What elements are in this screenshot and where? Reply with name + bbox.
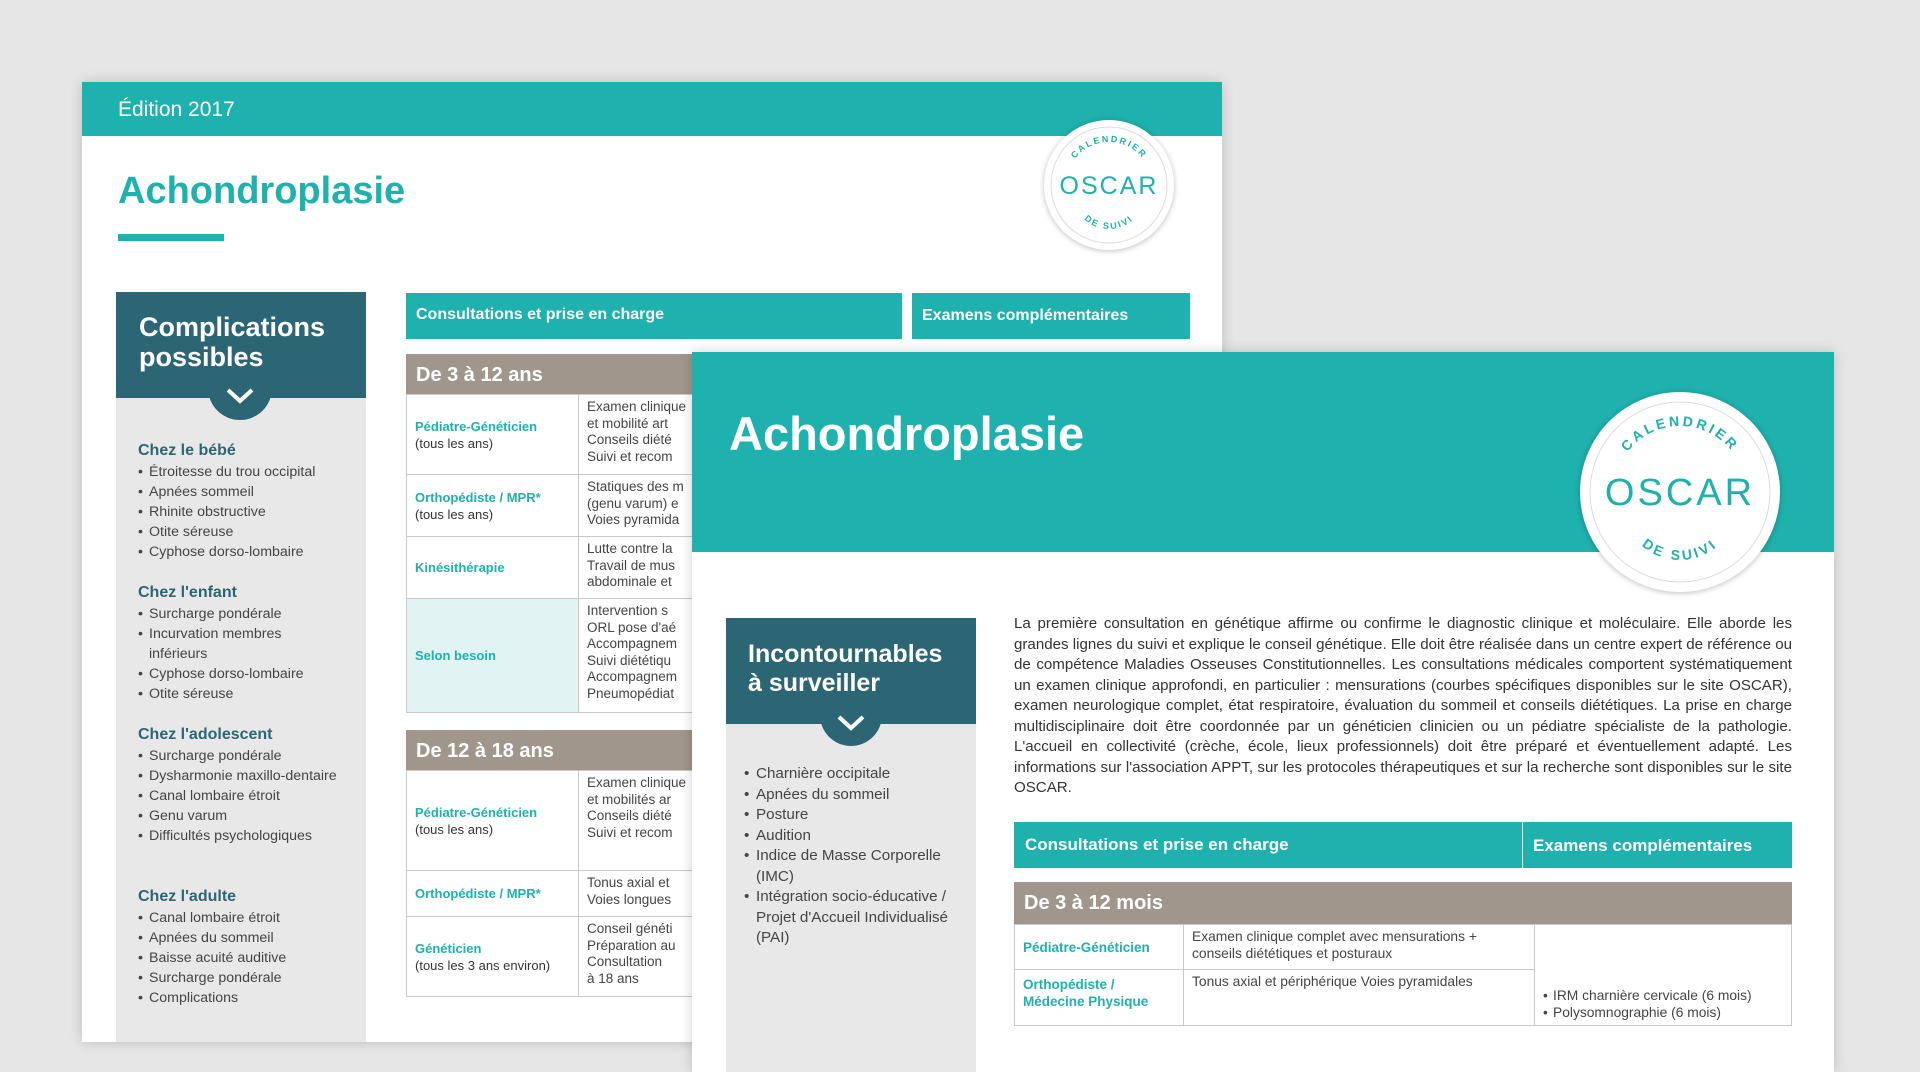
- group-list-child: • Surcharge pondérale • Incurvation membres inférieurs • Cyphose dorso-lombaire • Otite séreuse: [138, 604, 338, 704]
- oscar-seal-logo: [1580, 392, 1780, 592]
- group-title-baby: Chez le bébé: [138, 442, 236, 459]
- document-title: Achondroplasie: [118, 170, 406, 212]
- header-exams: Examens complémentaires: [912, 293, 1190, 339]
- chevron-down-icon: [208, 376, 272, 420]
- monitoring-sidebar: [726, 618, 976, 1072]
- group-list-teen: • Surcharge pondérale • Dysharmonie maxillo-dentaire • Canal lombaire étroit • Genu varum • Difficultés psychologiques: [138, 746, 338, 846]
- chevron-down-icon: [820, 704, 882, 746]
- table-row: Kinésithérapie Lutte contre la Travail de mus abdominale et: [407, 537, 902, 599]
- group-list-baby: • Étroitesse du trou occipital • Apnées sommeil • Rhinite obstructive • Otite séreuse • Cyphose dorso-lombaire: [138, 462, 360, 562]
- group-title-teen: Chez l'adolescent: [138, 726, 273, 743]
- table-row: Pédiatre-Généticien Examen clinique complet avec mensurations + conseils diététiques et posturaux • IRM charnière cervicale (6 mois) • Polysomnographie (6 mois): [1015, 925, 1792, 970]
- header-consultations: Consultations et prise en charge: [406, 293, 902, 339]
- header-exams: Examens complémentaires: [1523, 822, 1792, 868]
- intro-paragraph: La première consultation en génétique affirme ou confirme le diagnostic clinique et moléculaire. Elle aborde les grandes lignes du suivi et explique le conseil génétique. Elle doit être réalisée dans un centre expert de référence ou de compétence Maladies Osseuses Constitutionnelles. Les consultations médicales comportent systématiquement un examen clinique approfondi, en particulier : mensurations (courbes spécifiques disponibles sur le site OSCAR), examen neurologique complet, état respiratoire, évaluation du sommeil et conseils diététiques. La prise en charge multidisciplinaire doit être coordonnée par un généticien clinicien ou un pédiatre spécialiste de la pathologie. L'accueil en collectivité (crèche, école, lieux professionnels) doit être préparé et éventuellement adapté. Les informations sur l'association APPT, sur les protocoles thérapeutiques et sur la recherche sont disponibles sur le site OSCAR.: [1014, 615, 1792, 796]
- table-row: Généticien (tous les 3 ans environ) Conseil généti Préparation au Consultation à 18 ans: [407, 917, 902, 997]
- table-row: Selon besoin Intervention s ORL pose d'aé Accompagnem Suivi diététiqu Accompagnem Pneumopédiat: [407, 599, 902, 713]
- front-document-sheet: [692, 352, 1834, 1072]
- complications-sidebar: [116, 292, 366, 1042]
- svg-text:CALENDRIER: CALENDRIER: [1617, 412, 1743, 455]
- svg-text:CALENDRIER: CALENDRIER: [1068, 133, 1150, 161]
- table-row: Pédiatre-Généticien (tous les ans) Examen clinique et mobilité art Conseils diété Suivi et recom: [407, 395, 902, 475]
- sidebar-heading: Complications possibles: [116, 292, 366, 398]
- svg-text:OSCAR: OSCAR: [1059, 172, 1159, 200]
- age-section-header: De 12 à 18 ans: [406, 730, 902, 770]
- title-underline: [118, 234, 224, 241]
- group-title-adult: Chez l'adulte: [138, 888, 237, 905]
- table-row: Pédiatre-Généticien (tous les ans) Examen clinique et mobilités ar Conseils diété Suivi et recom: [407, 771, 902, 871]
- document-title: Achondroplasie: [729, 407, 1085, 460]
- sidebar-heading: Incontournables à surveiller: [726, 618, 976, 724]
- exams-cell: • IRM charnière cervicale (6 mois) • Polysomnographie (6 mois): [1535, 925, 1792, 1026]
- table-row: Orthopédiste / MPR* Tonus axial et Voies longues: [407, 871, 902, 917]
- group-title-child: Chez l'enfant: [138, 584, 237, 601]
- group-list-adult: • Canal lombaire étroit • Apnées du sommeil • Baisse acuité auditive • Surcharge pondérale • Complications: [138, 908, 360, 1008]
- age-section-header: De 3 à 12 ans: [406, 354, 902, 394]
- table-row: Orthopédiste / MPR* (tous les ans) Statiques des m (genu varum) e Voies pyramida: [407, 475, 902, 537]
- oscar-seal-logo: [1044, 120, 1174, 250]
- svg-text:DE SUIVI: DE SUIVI: [1639, 535, 1721, 564]
- age-section-header: De 3 à 12 mois: [1014, 882, 1792, 924]
- header-consultations: Consultations et prise en charge: [1014, 822, 1522, 868]
- table-row: Orthopédiste / Médecine Physique Tonus axial et périphérique Voies pyramidales: [1015, 970, 1792, 1026]
- schedule-table: [1014, 924, 1792, 1026]
- svg-text:DE SUIVI: DE SUIVI: [1082, 213, 1136, 232]
- monitoring-list: • Charnière occipitale • Apnées du sommeil • Posture • Audition • Indice de Masse Corporelle (IMC) • Intégration socio-éducative / Projet d'Accueil Individualisé (PAI): [744, 764, 970, 949]
- edition-label: Édition 2017: [118, 98, 235, 121]
- svg-text:OSCAR: OSCAR: [1604, 472, 1756, 514]
